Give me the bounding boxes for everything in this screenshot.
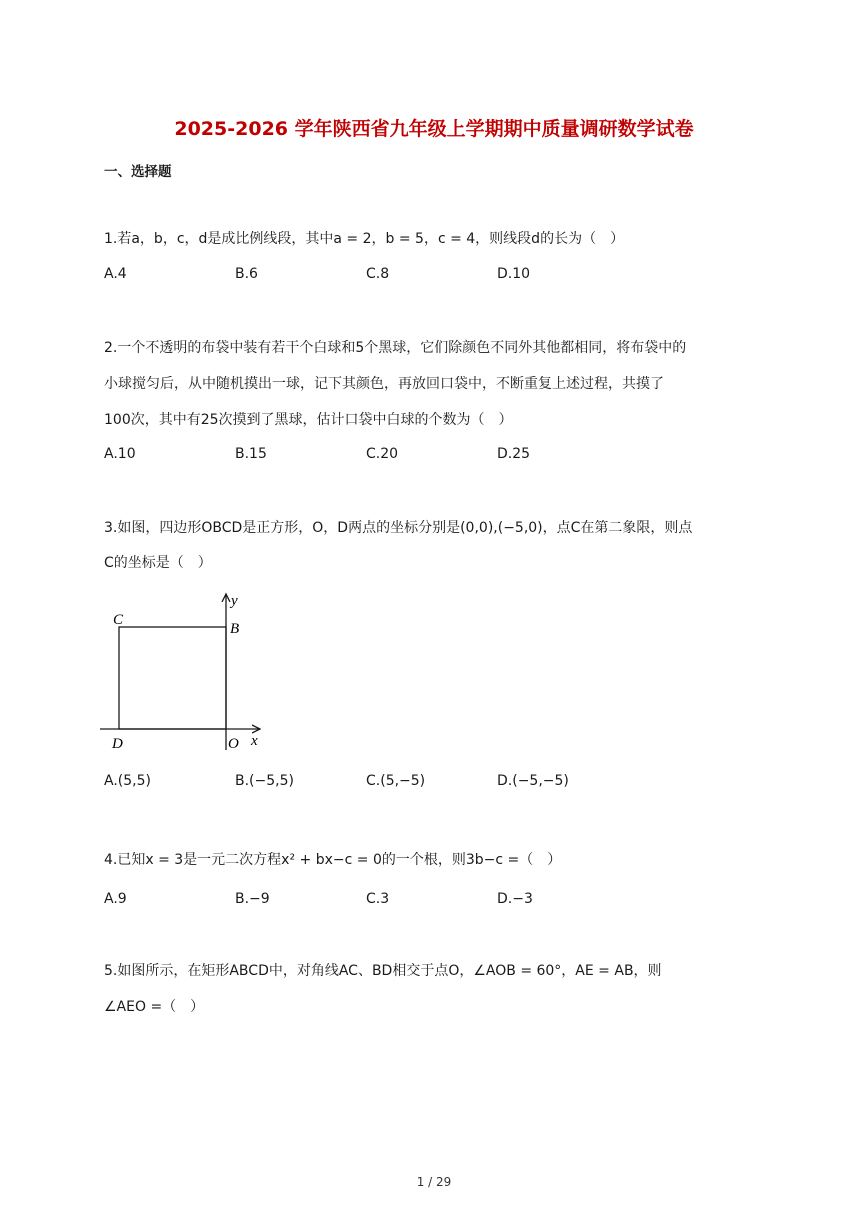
label-b: B (230, 621, 240, 637)
section-heading: 一、选择题 (104, 164, 172, 180)
page-title: 2025-2026 学年陕西省九年级上学期期中质量调研数学试卷 (174, 118, 694, 140)
question-2-option-a[interactable]: A.10 (104, 446, 136, 462)
question-3-option-a[interactable]: A.(5,5) (104, 773, 151, 789)
question-4-option-d[interactable]: D.−3 (497, 891, 533, 907)
question-2-line-2: 小球搅匀后，从中随机摸出一球，记下其颜色，再放回口袋中，不断重复上述过程，共摸了 (104, 376, 664, 392)
question-4-text: 4.已知x = 3是一元二次方程x² + bx−c = 0的一个根，则3b−c =（ ） (104, 852, 562, 868)
question-2-option-d[interactable]: D.25 (497, 446, 531, 462)
question-3-option-d[interactable]: D.(−5,−5) (497, 773, 569, 789)
question-4-option-b[interactable]: B.−9 (235, 891, 270, 907)
question-1-option-b[interactable]: B.6 (235, 266, 258, 282)
question-1-option-c[interactable]: C.8 (366, 266, 390, 282)
question-5-line-1: 5.如图所示，在矩形ABCD中，对角线AC、BD相交于点O，∠AOB = 60°，AE = AB，则 (104, 963, 662, 979)
question-2-option-c[interactable]: C.20 (366, 446, 399, 462)
label-y: y (231, 593, 238, 609)
label-c: C (113, 612, 124, 628)
question-2-line-1: 2.一个不透明的布袋中装有若干个白球和5个黑球，它们除颜色不同外其他都相同，将布袋中的 (104, 340, 687, 356)
question-4-option-a[interactable]: A.9 (104, 891, 127, 907)
square-coordinate-figure (100, 588, 270, 758)
question-5-line-2: ∠AEO =（ ） (104, 999, 205, 1015)
question-2-line-3: 100次，其中有25次摸到了黑球，估计口袋中白球的个数为（ ） (104, 412, 513, 428)
question-1-option-a[interactable]: A.4 (104, 266, 127, 282)
question-3-option-b[interactable]: B.(−5,5) (235, 773, 294, 789)
question-1-text: 1.若a，b，c，d是成比例线段，其中a = 2，b = 5，c = 4，则线段d的长为（ ） (104, 231, 625, 247)
label-o: O (228, 736, 239, 752)
question-3-line-1: 3.如图，四边形OBCD是正方形，O，D两点的坐标分别是(0,0),(−5,0)，点C在第二象限，则点 (104, 520, 693, 536)
question-3-option-c[interactable]: C.(5,−5) (366, 773, 426, 789)
question-3-line-2: C的坐标是（ ） (104, 555, 212, 571)
question-1-option-d[interactable]: D.10 (497, 266, 531, 282)
label-x: x (251, 733, 258, 749)
question-2-option-b[interactable]: B.15 (235, 446, 267, 462)
label-d: D (112, 736, 123, 752)
page-number: 1 / 29 (416, 1175, 452, 1189)
square-obcd (119, 627, 226, 729)
question-4-option-c[interactable]: C.3 (366, 891, 390, 907)
